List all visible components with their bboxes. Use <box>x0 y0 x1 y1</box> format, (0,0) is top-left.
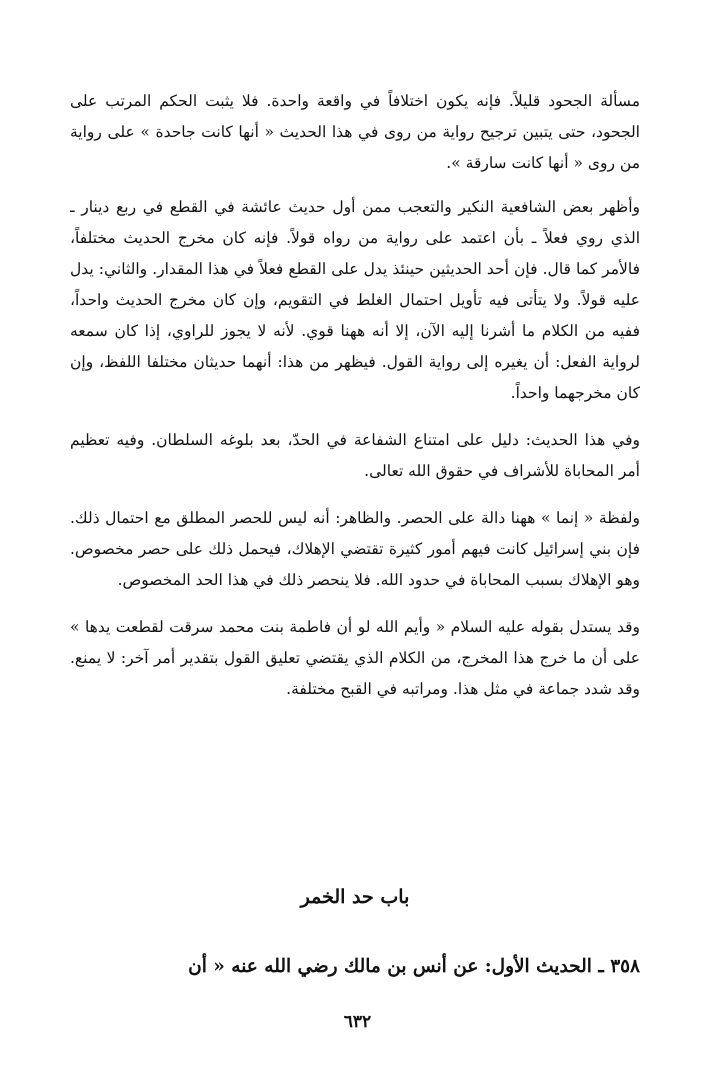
paragraph-2: وأظهر بعض الشافعية النكير والتعجب ممن أول حديث عائشة في القطع في ربع دينار ـ الذي روي فعلاً ـ بأن اعتمد على رواية من رواه قولاً. فإنه كان مخرج الحديث مختلفاً، فالأمر كما قال. فإن أحد الحديثين حينئذ يدل على القطع فعلاً في هذا المقدار. والثاني: يدل عليه قولاً. ولا يتأتى فيه تأويل احتمال الغلط في التقويم، وإن كان مخرج الحديث واحداً، ففيه من الكلام ما أشرنا إليه الآن، إلا أنه ههنا قوي. لأنه لا يجوز للراوي، إذا كان سمعه لرواية الفعل: أن يغيره إلى رواية القول. فيظهر من هذا: أنهما حديثان مختلفا اللفظ، وإن كان مخرجهما واحداً. <box>70 198 640 402</box>
page-body <box>70 86 640 705</box>
paragraph-3: وفي هذا الحديث: دليل على امتناع الشفاعة في الحدّ، بعد بلوغه السلطان. وفيه تعظيم أمر المحاباة للأشراف في حقوق الله تعالى. <box>70 431 640 480</box>
paragraph-4: ولفظة « إنما » ههنا دالة على الحصر. والظاهر: أنه ليس للحصر المطلق مع احتمال ذلك. فإن بني إسرائيل كانت فيهم أمور كثيرة تقتضي الإهلاك، فيحمل ذلك على حصر مخصوص. وهو الإهلاك بسبب المحاباة في حدود الله. فلا ينحصر ذلك في هذا الحد المخصوص. <box>70 509 640 589</box>
paragraph-1: مسألة الجحود قليلاً. فإنه يكون اختلافاً في واقعة واحدة. فلا يثبت الحكم المرتب على الجحود، حتى يتبين ترجيح رواية من روى في هذا الحديث « أنها كانت جاحدة » على رواية من روى « أنها كانت سارقة ». <box>70 92 640 172</box>
page-number: ٦٣٢ <box>343 1012 372 1032</box>
paragraph-5: وقد يستدل بقوله عليه السلام « وأيم الله لو أن فاطمة بنت محمد سرقت لقطعت يدها » على أن ما خرج هذا المخرج، من الكلام الذي يقتضي تعليق القول بتقدير أمر آخر: لا يمنع. وقد شدد جماعة في مثل هذا. ومراتبه في القبح مختلفة. <box>70 618 640 698</box>
hadith-opening: ٣٥٨ ـ الحديث الأول: عن أنس بن مالك رضي الله عنه « أن <box>188 956 640 977</box>
chapter-title: باب حد الخمر <box>300 886 410 908</box>
